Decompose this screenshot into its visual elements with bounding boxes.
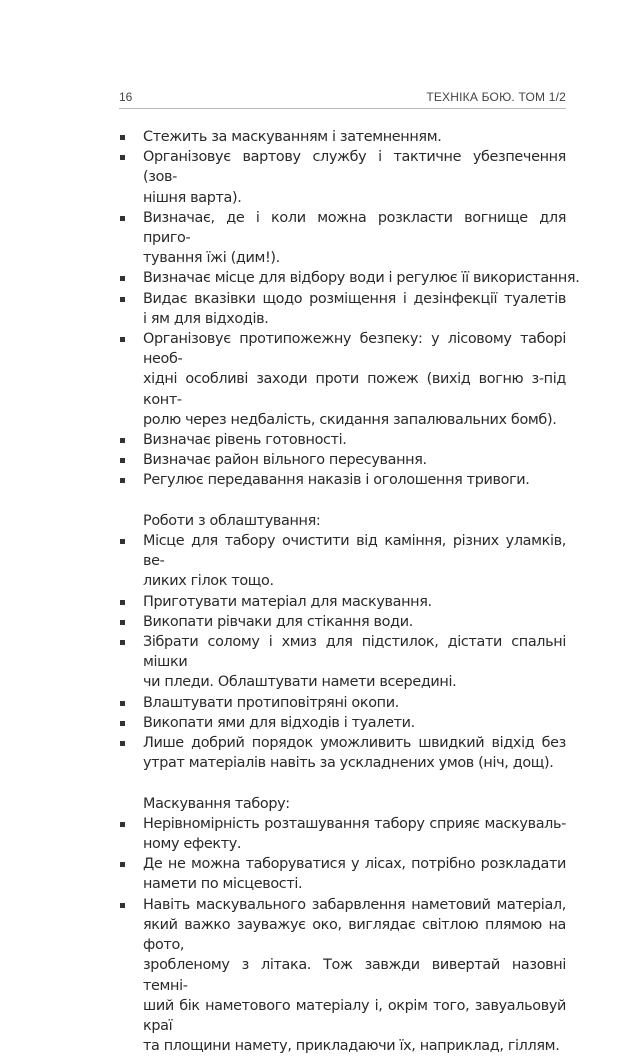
list-item xyxy=(118,814,566,854)
text-line: та площини намету, прикладаючи їх, наприклад, гіллям. xyxy=(143,1038,560,1055)
text-line: ший бік наметового матеріалу і, окрім того, завуальовуй краї xyxy=(143,997,566,1034)
square-bullet-icon xyxy=(120,600,125,605)
text-line: Нерівномірність розташування табору сприяє маскуваль- xyxy=(143,815,566,832)
text-line: хідні особливі заходи проти пожеж (вихід вогню з-під конт- xyxy=(143,371,566,408)
list-item xyxy=(118,289,566,329)
text-line: Лише добрий порядок уможливить швидкий відхід без xyxy=(143,735,566,752)
list-item xyxy=(118,895,566,1056)
text-line: Зібрати солому і хмиз для підстилок, дістати спальні мішки xyxy=(143,634,566,671)
text-line: Викопати рівчаки для стікання води. xyxy=(143,613,413,630)
text-line: ному ефекту. xyxy=(143,836,242,853)
square-bullet-icon xyxy=(120,337,125,342)
square-bullet-icon xyxy=(120,741,125,746)
text-line: нішня варта). xyxy=(143,189,242,206)
square-bullet-icon xyxy=(120,862,125,867)
square-bullet-icon xyxy=(120,438,125,443)
text-line: тування їжі (дим!). xyxy=(143,250,280,267)
text-line: ликих гілок тощо. xyxy=(143,573,274,590)
text-line: утрат матеріалів навіть за ускладнених умов (ніч, дощ). xyxy=(143,755,554,772)
square-bullet-icon xyxy=(120,701,125,706)
list-item xyxy=(118,713,566,733)
header-rule xyxy=(119,108,566,109)
text-line: Де не можна таборуватися у лісах, потрібно розкладати xyxy=(143,856,566,873)
text-line: який важко зауважує око, виглядає світлою плямою на фото, xyxy=(143,916,566,954)
text-line: намети по місцевості. xyxy=(143,876,303,893)
square-bullet-icon xyxy=(120,135,125,140)
page-number: 16 xyxy=(119,90,133,104)
blank-line xyxy=(118,491,566,511)
text-line: Влаштувати протиповітряні окопи. xyxy=(143,694,399,711)
list-item xyxy=(118,147,566,208)
square-bullet-icon xyxy=(120,620,125,625)
text-line: зробленому з літака. Тож завжди вивертай назовні темні- xyxy=(143,957,566,994)
list-item xyxy=(118,531,566,592)
text-line: Стежить за маскуванням і затемненням. xyxy=(143,129,442,145)
text-line: ролю через недбалість, скидання запалювальних бомб). xyxy=(143,411,557,428)
section-heading: Роботи з облаштування: xyxy=(143,512,321,529)
list-item xyxy=(118,733,566,773)
list-item xyxy=(118,329,566,430)
square-bullet-icon xyxy=(120,276,125,281)
square-bullet-icon xyxy=(120,297,125,302)
text-line: Організовує вартову службу і тактичне убезпечення (зов- xyxy=(143,149,566,186)
square-bullet-icon xyxy=(120,216,125,221)
text-line: Навіть маскувального забарвлення наметовий матеріал, xyxy=(143,896,566,913)
list-item xyxy=(118,854,566,894)
running-title: ТЕХНІКА БОЮ. ТОМ 1/2 xyxy=(426,90,566,104)
list-item xyxy=(118,612,566,632)
list-item xyxy=(118,127,566,147)
text-line: Місце для табору очистити від каміння, різних уламків, ве- xyxy=(143,533,566,570)
square-bullet-icon xyxy=(120,539,125,544)
square-bullet-icon xyxy=(120,155,125,160)
list-item xyxy=(118,430,566,450)
square-bullet-icon xyxy=(120,478,125,483)
list-item xyxy=(118,470,566,490)
text-line: Викопати ями для відходів і туалети. xyxy=(143,714,415,731)
square-bullet-icon xyxy=(120,721,125,726)
square-bullet-icon xyxy=(120,903,125,908)
text-line: Визначає рівень готовності. xyxy=(143,432,347,449)
list-item xyxy=(118,208,566,269)
square-bullet-icon xyxy=(120,822,125,827)
list-item xyxy=(118,632,566,693)
text-line: Приготувати матеріал для маскування. xyxy=(143,593,432,610)
blank-line xyxy=(118,773,566,793)
text-line: Визначає, де і коли можна розкласти вогнище для приго- xyxy=(143,209,566,247)
list-item xyxy=(118,268,580,288)
square-bullet-icon xyxy=(120,458,125,463)
text-line: і ям для відходів. xyxy=(143,310,269,327)
text-line: Визначає район вільного пересування. xyxy=(143,452,427,469)
text-line: Регулює передавання наказів і оголошення тривоги. xyxy=(143,472,530,489)
list-item xyxy=(118,450,566,470)
square-bullet-icon xyxy=(120,640,125,645)
text-line: чи пледи. Облаштувати намети всередині. xyxy=(143,674,457,691)
running-header xyxy=(119,90,566,106)
list-item xyxy=(118,693,566,713)
section-heading: Маскування табору: xyxy=(143,795,290,812)
text-line: Організовує протипожежну безпеку: у лісовому таборі необ- xyxy=(143,331,566,368)
text-line: Видає вказівки щодо розміщення і дезінфекції туалетів xyxy=(143,290,566,307)
list-item xyxy=(118,592,566,612)
text-line: Визначає місце для відбору води і регулює її використання. xyxy=(143,270,580,287)
page-body xyxy=(118,127,580,1056)
